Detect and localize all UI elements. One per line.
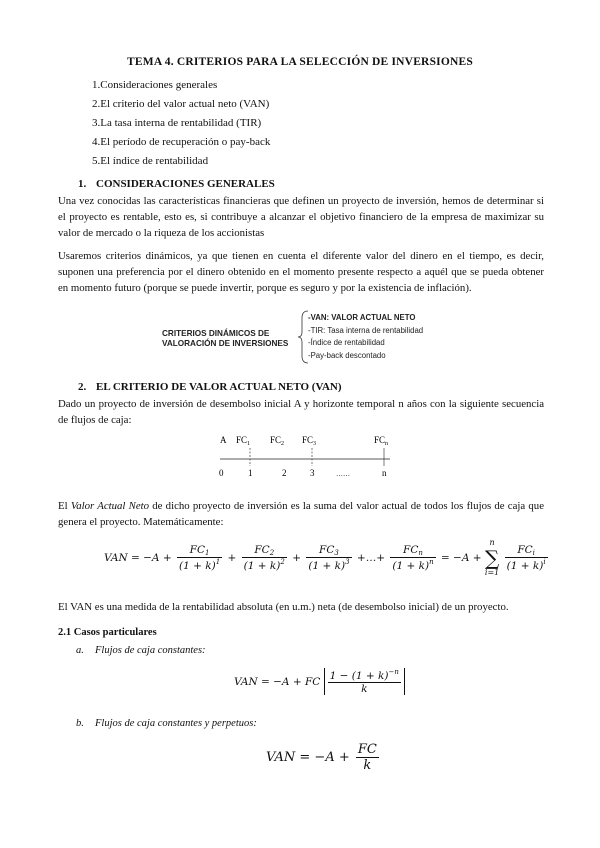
timeline-bottom-label: …… [336,470,350,478]
scheme-item: -TIR: Tasa interna de rentabilidad [308,325,424,335]
van-closing: El VAN es una medida de la rentabilidad absoluta (en u.m.) neta (de desembolso inicial) de un proyecto. [58,601,509,613]
toc-item: 5.El índice de rentabilidad [92,155,209,167]
van-definition-rest: de dicho proyecto de inversión es la suma del valor actual de todos los flujos de caja que genera el proyecto. Matemáticamente: [58,500,544,528]
timeline-bottom-label: 3 [310,468,315,478]
case-a-letter: a. [76,645,84,656]
timeline-bottom-label: 0 [219,468,224,478]
timeline-label-fcn: $FC_n$ [374,435,389,447]
case-b-label: Flujos de caja constantes y perpetuos: [95,718,257,729]
constant-flows-formula: VAN = −A + FC $\frac{1 - (1 + k)^{-n}}{k}$ [234,668,405,695]
cash-flow-timeline [208,434,398,480]
scheme-item: -VAN: VALOR ACTUAL NETO [308,313,416,322]
case-a-label: Flujos de caja constantes: [95,645,206,656]
van-definition-prefix: El [58,500,71,512]
timeline-label-fc2: $FC_2$ [270,435,285,447]
van-formula: VAN = −A + $\frac{FC_1}{(1 + k)^1}$ + $\frac{FC_2}{(1 + k)^2}$ + $\frac{FC_3}{(1 + k)^3}$ +…+ $\frac{FC_n}{(1 + k)^n}$ = −A + n ∑ i=1 $\frac{FC_i}{(1 + k)^i}$ [104,538,546,577]
timeline-bottom-label: 1 [248,468,253,478]
toc-item: 2.El criterio del valor actual neto (VAN) [92,98,270,110]
timeline-bottom-label: n [382,468,387,478]
toc-item: 4.El período de recuperación o pay-back [92,136,271,148]
timeline-label-A: A [220,435,227,445]
section-2-intro: Dado un proyecto de inversión de desembolso inicial A y horizonte temporal n años con la siguiente secuencia de flujos de caja: [58,398,544,426]
scheme-left-line-2: VALORACIÓN DE INVERSIONES [162,339,289,348]
section-2-heading: EL CRITERIO DE VALOR ACTUAL NETO (VAN) [96,381,342,393]
section-1-paragraph-2: Usaremos criterios dinámicos, ya que tienen en cuenta el diferente valor del dinero en el tiempo, es decir, suponen una preferencia por el dinero obtenido en el momento presente respecto a aquél que se pueda obtener en momento futuro (porque se puede invertir, porque es seguro y por la existencia de inflación). [58,250,544,294]
scheme-item: -Pay-back descontado [308,350,386,360]
criteria-scheme [160,308,480,366]
van-definition-term: Valor Actual Neto [70,500,150,512]
timeline-label-fc3: $FC_3$ [302,435,317,447]
toc-item: 1.Consideraciones generales [92,79,218,91]
scheme-items [308,312,423,362]
section-1-heading: CONSIDERACIONES GENERALES [96,178,275,190]
timeline-label-fc1: $FC_1$ [236,435,251,447]
timeline-bottom-label: 2 [282,468,287,478]
toc-item: 3.La tasa interna de rentabilidad (TIR) [92,117,262,129]
page-title: TEMA 4. CRITERIOS PARA LA SELECCIÓN DE INVERSIONES [127,56,473,68]
case-b-letter: b. [76,718,84,729]
scheme-item: -Índice de rentabilidad [308,338,385,347]
van-definition [58,498,544,530]
section-1-number: 1. [78,178,87,190]
scheme-left-label [162,329,288,349]
scheme-left-line-1: CRITERIOS DINÁMICOS DE [162,329,270,338]
section-1-paragraph-1: Una vez conocidas las características financieras que definen un proyecto de inversión, hemos de determinar si el proyecto es rentable, esto es, si contribuye a alcanzar el objetivo financiero de la empresa de maximizar su valor de mercado o la riqueza de los accionistas [58,195,544,239]
section-2-number: 2. [78,381,87,393]
perpetual-flows-formula: VAN = −A + $\frac{FC}{k}$ [266,742,377,773]
section-2-1-heading: 2.1 Casos particulares [58,627,157,638]
